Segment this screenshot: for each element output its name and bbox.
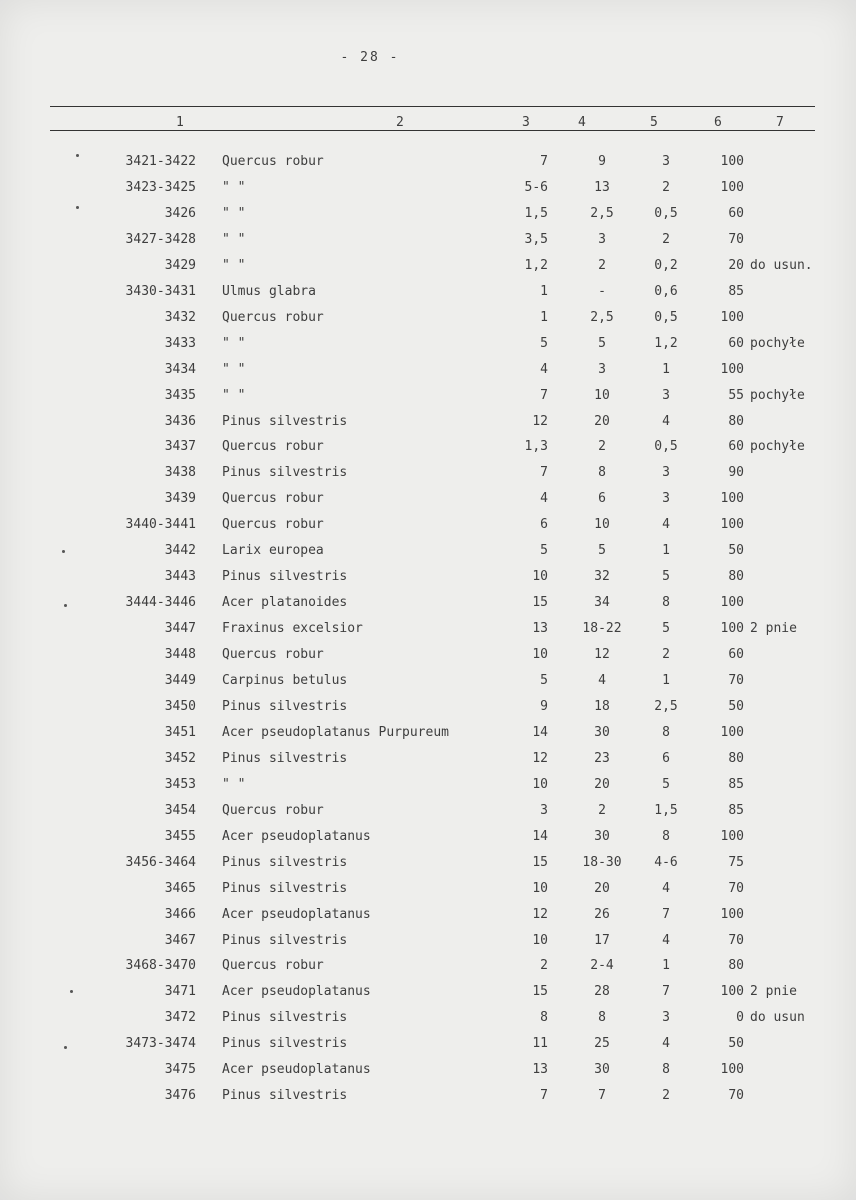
column-4-value: 3: [598, 231, 606, 247]
column-3-value: 15: [532, 984, 548, 1000]
column-6-value: 60: [728, 335, 744, 351]
row-number: 3423-3425: [125, 179, 196, 195]
column-6-value: 50: [728, 698, 744, 714]
table-row: [0, 931, 856, 951]
table-row: [0, 230, 856, 250]
column-3-value: 7: [540, 387, 548, 403]
species: " ": [222, 231, 246, 247]
column-5-value: 8: [662, 1062, 670, 1078]
row-number: 3433: [164, 335, 196, 351]
column-4-value: 2,5: [590, 205, 614, 221]
column-5-value: 2,5: [654, 698, 678, 714]
column-5-value: 5: [662, 569, 670, 585]
table-header-rule: [50, 130, 815, 131]
table-row: [0, 204, 856, 224]
table-row: [0, 463, 856, 483]
column-5-value: 4: [662, 413, 670, 429]
species: Acer pseudoplatanus: [222, 984, 371, 1000]
column-5-value: 4: [662, 1036, 670, 1052]
column-3-value: 14: [532, 724, 548, 740]
column-5-value: 0,6: [654, 283, 678, 299]
column-3-value: 4: [540, 491, 548, 507]
species: Pinus silvestris: [222, 750, 348, 766]
column-5-value: 0,2: [654, 257, 678, 273]
column-6-value: 0: [736, 1010, 744, 1026]
species: Quercus robur: [222, 491, 324, 507]
column-6-value: 100: [720, 154, 744, 169]
table-row: [0, 178, 856, 198]
column-3-value: 1,3: [524, 439, 548, 455]
page-number: - 28 -: [340, 50, 400, 65]
column-4-value: -: [598, 283, 606, 299]
column-4-value: 8: [598, 1010, 606, 1026]
species: Quercus robur: [222, 647, 324, 663]
margin-mark: [64, 604, 67, 607]
column-6-value: 80: [728, 750, 744, 766]
table-row: [0, 697, 856, 717]
row-number: 3476: [164, 1088, 196, 1104]
column-4-value: 2,5: [590, 309, 614, 325]
row-number: 3475: [164, 1062, 196, 1078]
species: Pinus silvestris: [222, 880, 348, 896]
column-4-value: 23: [594, 750, 610, 766]
column-4-value: 12: [594, 647, 610, 663]
column-3-value: 5-6: [524, 179, 548, 195]
column-6-value: 75: [728, 854, 744, 870]
column-3-value: 14: [532, 828, 548, 844]
row-number: 3436: [164, 413, 196, 429]
table-row: [0, 801, 856, 821]
table-row: [0, 256, 856, 276]
margin-mark: [62, 550, 65, 553]
row-number: 3451: [164, 724, 196, 740]
column-5-value: 3: [662, 154, 670, 169]
row-number: 3448: [164, 647, 196, 663]
column-3-value: 1: [540, 309, 548, 325]
column-6-value: 80: [728, 569, 744, 585]
column-4-value: 20: [594, 413, 610, 429]
row-number: 3454: [164, 802, 196, 818]
column-5-value: 3: [662, 387, 670, 403]
row-number: 3443: [164, 569, 196, 585]
column-6-value: 100: [720, 361, 744, 377]
species: Quercus robur: [222, 517, 324, 533]
table-row: [0, 956, 856, 976]
column-4-value: 2: [598, 439, 606, 455]
table-row: [0, 282, 856, 302]
column-5-value: 5: [662, 776, 670, 792]
margin-mark: [64, 1046, 67, 1049]
column-4-value: 18: [594, 698, 610, 714]
column-3-value: 10: [532, 569, 548, 585]
row-number: 3427-3428: [125, 231, 196, 247]
table-row: [0, 827, 856, 847]
table-row: [0, 334, 856, 354]
column-5-value: 7: [662, 906, 670, 922]
column-4-value: 4: [598, 673, 606, 688]
column-3-value: 7: [540, 154, 548, 169]
column-4-value: 13: [594, 179, 610, 195]
column-3-value: 5: [540, 673, 548, 688]
row-number: 3456-3464: [125, 854, 196, 870]
column-6-value: 100: [720, 984, 744, 1000]
column-6-value: 60: [728, 205, 744, 221]
table-row: [0, 515, 856, 535]
row-number: 3444-3446: [125, 595, 196, 611]
column-5-value: 2: [662, 179, 670, 195]
species: Ulmus glabra: [222, 283, 316, 299]
column-3-value: 9: [540, 698, 548, 714]
row-number: 3435: [164, 387, 196, 403]
table-row: [0, 386, 856, 406]
species: " ": [222, 257, 246, 273]
column-4-value: 6: [598, 491, 606, 507]
column-6-value: 100: [720, 179, 744, 195]
column-header-2: 2: [396, 115, 404, 130]
column-5-value: 2: [662, 231, 670, 247]
row-number: 3465: [164, 880, 196, 896]
column-header-5: 5: [650, 115, 658, 130]
table-row: [0, 905, 856, 925]
column-6-value: 20: [728, 257, 744, 273]
row-number: 3452: [164, 750, 196, 766]
column-5-value: 3: [662, 465, 670, 481]
species: Pinus silvestris: [222, 569, 348, 585]
column-4-value: 2: [598, 802, 606, 818]
species: Acer pseudoplatanus Purpureum: [222, 724, 449, 740]
table-row: [0, 671, 856, 691]
column-4-value: 30: [594, 1062, 610, 1078]
column-6-value: 85: [728, 802, 744, 818]
row-number: 3472: [164, 1010, 196, 1026]
column-3-value: 10: [532, 880, 548, 896]
column-5-value: 1: [662, 673, 670, 688]
table-row: [0, 775, 856, 795]
species: Larix europea: [222, 543, 324, 559]
column-4-value: 9: [598, 154, 606, 169]
row-number: 3421-3422: [125, 154, 196, 169]
column-6-value: 100: [720, 828, 744, 844]
species: Acer pseudoplatanus: [222, 828, 371, 844]
column-5-value: 7: [662, 984, 670, 1000]
species: Quercus robur: [222, 439, 324, 455]
column-6-value: 70: [728, 932, 744, 948]
table-row: [0, 308, 856, 328]
row-number: 3426: [164, 205, 196, 221]
column-6-value: 100: [720, 491, 744, 507]
column-6-value: 70: [728, 880, 744, 896]
column-3-value: 15: [532, 595, 548, 611]
row-number: 3439: [164, 491, 196, 507]
remarks: 2 pnie: [750, 621, 797, 637]
row-number: 3473-3474: [125, 1036, 196, 1052]
row-number: 3447: [164, 621, 196, 637]
column-5-value: 4: [662, 517, 670, 533]
column-4-value: 3: [598, 361, 606, 377]
column-4-value: 18-30: [582, 854, 622, 870]
column-3-value: 11: [532, 1036, 548, 1052]
table-row: [0, 982, 856, 1002]
row-number: 3437: [164, 439, 196, 455]
row-number: 3429: [164, 257, 196, 273]
column-5-value: 6: [662, 750, 670, 766]
column-5-value: 3: [662, 491, 670, 507]
table-row: [0, 437, 856, 457]
table-row: [0, 412, 856, 432]
column-6-value: 50: [728, 543, 744, 559]
row-number: 3432: [164, 309, 196, 325]
column-3-value: 4: [540, 361, 548, 377]
column-3-value: 10: [532, 776, 548, 792]
species: Pinus silvestris: [222, 465, 348, 481]
column-5-value: 2: [662, 1088, 670, 1104]
column-5-value: 1,2: [654, 335, 678, 351]
species: Acer pseudoplatanus: [222, 906, 371, 922]
row-number: 3466: [164, 906, 196, 922]
table-row: [0, 1034, 856, 1054]
species: Pinus silvestris: [222, 854, 348, 870]
species: " ": [222, 205, 246, 221]
species: Quercus robur: [222, 802, 324, 818]
table-row: [0, 619, 856, 639]
species: " ": [222, 387, 246, 403]
species: " ": [222, 335, 246, 351]
column-4-value: 10: [594, 517, 610, 533]
row-number: 3468-3470: [125, 958, 196, 974]
species: Acer pseudoplatanus: [222, 1062, 371, 1078]
column-3-value: 8: [540, 1010, 548, 1026]
column-3-value: 12: [532, 413, 548, 429]
column-5-value: 4-6: [654, 854, 678, 870]
column-4-value: 26: [594, 906, 610, 922]
column-6-value: 100: [720, 724, 744, 740]
row-number: 3440-3441: [125, 517, 196, 533]
table-row: [0, 749, 856, 769]
column-3-value: 15: [532, 854, 548, 870]
table-row: [0, 645, 856, 665]
column-5-value: 4: [662, 880, 670, 896]
column-4-value: 17: [594, 932, 610, 948]
column-4-value: 28: [594, 984, 610, 1000]
table-row: [0, 1060, 856, 1080]
column-4-value: 20: [594, 776, 610, 792]
remarks: pochyłe: [750, 439, 805, 455]
species: Pinus silvestris: [222, 932, 348, 948]
column-4-value: 7: [598, 1088, 606, 1104]
table-row: [0, 1086, 856, 1106]
margin-mark: [76, 154, 79, 157]
column-5-value: 1: [662, 361, 670, 377]
column-6-value: 85: [728, 283, 744, 299]
table-row: [0, 1008, 856, 1028]
species: Pinus silvestris: [222, 1010, 348, 1026]
table-row: [0, 489, 856, 509]
column-3-value: 6: [540, 517, 548, 533]
column-3-value: 1,2: [524, 257, 548, 273]
table-row: [0, 723, 856, 743]
species: Quercus robur: [222, 958, 324, 974]
species: Quercus robur: [222, 309, 324, 325]
row-number: 3455: [164, 828, 196, 844]
row-number: 3471: [164, 984, 196, 1000]
column-4-value: 2: [598, 257, 606, 273]
species: " ": [222, 361, 246, 377]
column-3-value: 13: [532, 1062, 548, 1078]
species: Pinus silvestris: [222, 1036, 348, 1052]
column-6-value: 85: [728, 776, 744, 792]
species: " ": [222, 179, 246, 195]
species: " ": [222, 776, 246, 792]
column-6-value: 80: [728, 958, 744, 974]
column-6-value: 100: [720, 309, 744, 325]
row-number: 3467: [164, 932, 196, 948]
column-4-value: 32: [594, 569, 610, 585]
column-5-value: 0,5: [654, 439, 678, 455]
column-5-value: 1: [662, 543, 670, 559]
column-header-6: 6: [714, 115, 722, 130]
column-3-value: 1,5: [524, 205, 548, 221]
column-3-value: 7: [540, 465, 548, 481]
column-4-value: 10: [594, 387, 610, 403]
column-6-value: 50: [728, 1036, 744, 1052]
column-5-value: 3: [662, 1010, 670, 1026]
column-5-value: 0,5: [654, 309, 678, 325]
column-header-3: 3: [522, 115, 530, 130]
column-3-value: 2: [540, 958, 548, 974]
table-row: [0, 541, 856, 561]
column-6-value: 80: [728, 413, 744, 429]
column-4-value: 5: [598, 543, 606, 559]
column-5-value: 8: [662, 724, 670, 740]
column-5-value: 4: [662, 932, 670, 948]
column-3-value: 13: [532, 621, 548, 637]
column-3-value: 3: [540, 802, 548, 818]
species: Acer platanoides: [222, 595, 348, 611]
table-row: [0, 152, 856, 172]
species: Pinus silvestris: [222, 413, 348, 429]
column-4-value: 5: [598, 335, 606, 351]
column-3-value: 12: [532, 750, 548, 766]
species: Pinus silvestris: [222, 698, 348, 714]
column-3-value: 10: [532, 932, 548, 948]
remarks: do usun.: [750, 257, 813, 273]
row-number: 3453: [164, 776, 196, 792]
column-6-value: 70: [728, 231, 744, 247]
margin-mark: [76, 206, 79, 209]
table-top-rule: [50, 106, 815, 107]
column-5-value: 1: [662, 958, 670, 974]
column-6-value: 60: [728, 647, 744, 663]
column-3-value: 5: [540, 335, 548, 351]
column-header-1: 1: [176, 115, 184, 130]
row-number: 3434: [164, 361, 196, 377]
column-header-4: 4: [578, 115, 586, 130]
column-3-value: 3,5: [524, 231, 548, 247]
row-number: 3430-3431: [125, 283, 196, 299]
column-5-value: 0,5: [654, 205, 678, 221]
column-5-value: 2: [662, 647, 670, 663]
column-header-7: 7: [776, 115, 784, 130]
column-3-value: 12: [532, 906, 548, 922]
column-6-value: 55: [728, 387, 744, 403]
row-number: 3450: [164, 698, 196, 714]
row-number: 3442: [164, 543, 196, 559]
column-6-value: 100: [720, 595, 744, 611]
species: Fraxinus excelsior: [222, 621, 363, 637]
species: Pinus silvestris: [222, 1088, 348, 1104]
column-5-value: 5: [662, 621, 670, 637]
column-5-value: 1,5: [654, 802, 678, 818]
species: Carpinus betulus: [222, 673, 348, 688]
column-6-value: 100: [720, 621, 744, 637]
remarks: pochyłe: [750, 387, 805, 403]
column-6-value: 60: [728, 439, 744, 455]
column-6-value: 90: [728, 465, 744, 481]
column-3-value: 10: [532, 647, 548, 663]
table-row: [0, 360, 856, 380]
table-row: [0, 879, 856, 899]
table-row: [0, 567, 856, 587]
column-4-value: 20: [594, 880, 610, 896]
column-6-value: 100: [720, 517, 744, 533]
column-4-value: 8: [598, 465, 606, 481]
column-4-value: 30: [594, 724, 610, 740]
column-6-value: 100: [720, 906, 744, 922]
column-4-value: 2-4: [590, 958, 614, 974]
row-number: 3438: [164, 465, 196, 481]
species: Quercus robur: [222, 154, 324, 169]
column-6-value: 70: [728, 1088, 744, 1104]
column-4-value: 25: [594, 1036, 610, 1052]
column-5-value: 8: [662, 828, 670, 844]
column-6-value: 100: [720, 1062, 744, 1078]
row-number: 3449: [164, 673, 196, 688]
margin-mark: [70, 990, 73, 993]
column-3-value: 1: [540, 283, 548, 299]
column-6-value: 70: [728, 673, 744, 688]
column-4-value: 18-22: [582, 621, 622, 637]
column-5-value: 8: [662, 595, 670, 611]
remarks: 2 pnie: [750, 984, 797, 1000]
table-row: [0, 853, 856, 873]
column-3-value: 7: [540, 1088, 548, 1104]
remarks: do usun: [750, 1010, 805, 1026]
column-4-value: 34: [594, 595, 610, 611]
remarks: pochyłe: [750, 335, 805, 351]
column-3-value: 5: [540, 543, 548, 559]
column-4-value: 30: [594, 828, 610, 844]
table-row: [0, 593, 856, 613]
